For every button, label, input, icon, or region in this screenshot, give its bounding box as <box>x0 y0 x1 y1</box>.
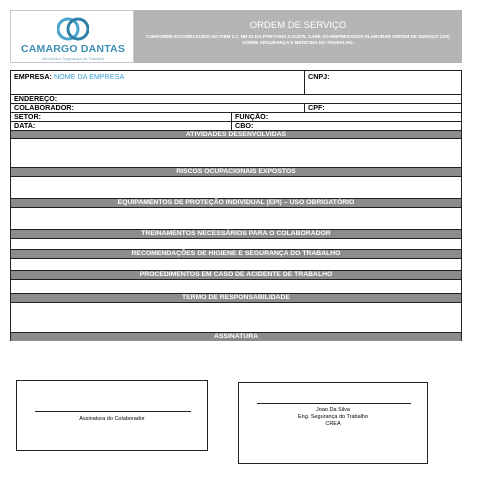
section-procedimentos: PROCEDIMENTOS EM CASO DE ACIDENTE DE TRABALHO <box>11 270 461 280</box>
empresa-value: NOME DA EMPRESA <box>53 72 125 81</box>
title-banner <box>134 10 462 63</box>
page-title: ORDEM DE SERVIÇO <box>249 20 347 31</box>
collaborator-signature-box[interactable] <box>16 380 208 451</box>
logo-name: CAMARGO DANTAS <box>20 43 126 55</box>
engineer-registration: CREA <box>325 421 341 427</box>
section-treinamentos: TREINAMENTOS NECESSÁRIOS PARA O COLABORADOR <box>11 229 461 239</box>
signature-line <box>257 403 411 404</box>
data-label[interactable]: DATA: <box>14 121 36 130</box>
signature-line <box>35 411 191 412</box>
service-order-form <box>10 70 462 341</box>
logo-mark-icon <box>57 15 89 43</box>
section-epi: EQUIPAMENTOS DE PROTEÇÃO INDIVIDUAL (EPI) – USO OBRIGATÓRIO <box>11 198 461 208</box>
collaborator-signature-label: Assinatura do Colaborador <box>79 416 145 422</box>
funcao-label[interactable]: FUNÇÃO: <box>235 112 269 121</box>
logo <box>10 10 134 63</box>
cnpj-label[interactable]: CNPJ: <box>308 72 330 81</box>
engineer-name: Joao Da Silva <box>316 407 350 413</box>
cpf-label[interactable]: CPF: <box>308 103 325 112</box>
endereco-label[interactable]: ENDEREÇO: <box>14 94 58 103</box>
engineer-signature-box[interactable] <box>238 382 428 464</box>
cbo-label[interactable]: CBO: <box>235 121 254 130</box>
section-riscos: RISCOS OCUPACIONAIS EXPOSTOS <box>11 167 461 177</box>
section-atividades: ATIVIDADES DESENVOLVIDAS <box>11 130 461 139</box>
engineer-role: Eng. Segurança do Trabalho <box>297 414 369 420</box>
setor-label[interactable]: SETOR: <box>14 112 42 121</box>
page-subtitle: CONFORME ESTABELECIDO NO ITEM 1.7, NR 01 DA PORTARIA 3.214/78, CABE AO EMPREGADOR ELABORAR ORDEM DE SERVIÇO (OS) SOBRE SEGURANÇA E MEDICINA DO TRABALHO. <box>146 34 450 45</box>
logo-tagline: Medicina e Segurança do Trabalho <box>41 56 105 61</box>
empresa-label: EMPRESA: <box>14 72 52 81</box>
colaborador-label[interactable]: COLABORADOR: <box>14 103 74 112</box>
section-assinatura: ASSINATURA <box>11 332 461 341</box>
empresa-field[interactable] <box>14 73 124 81</box>
section-termo: TERMO DE RESPONSABILIDADE <box>11 293 461 303</box>
section-recomendacoes: RECOMENDAÇÕES DE HIGIENE E SEGURANÇA DO TRABALHO <box>11 249 461 259</box>
